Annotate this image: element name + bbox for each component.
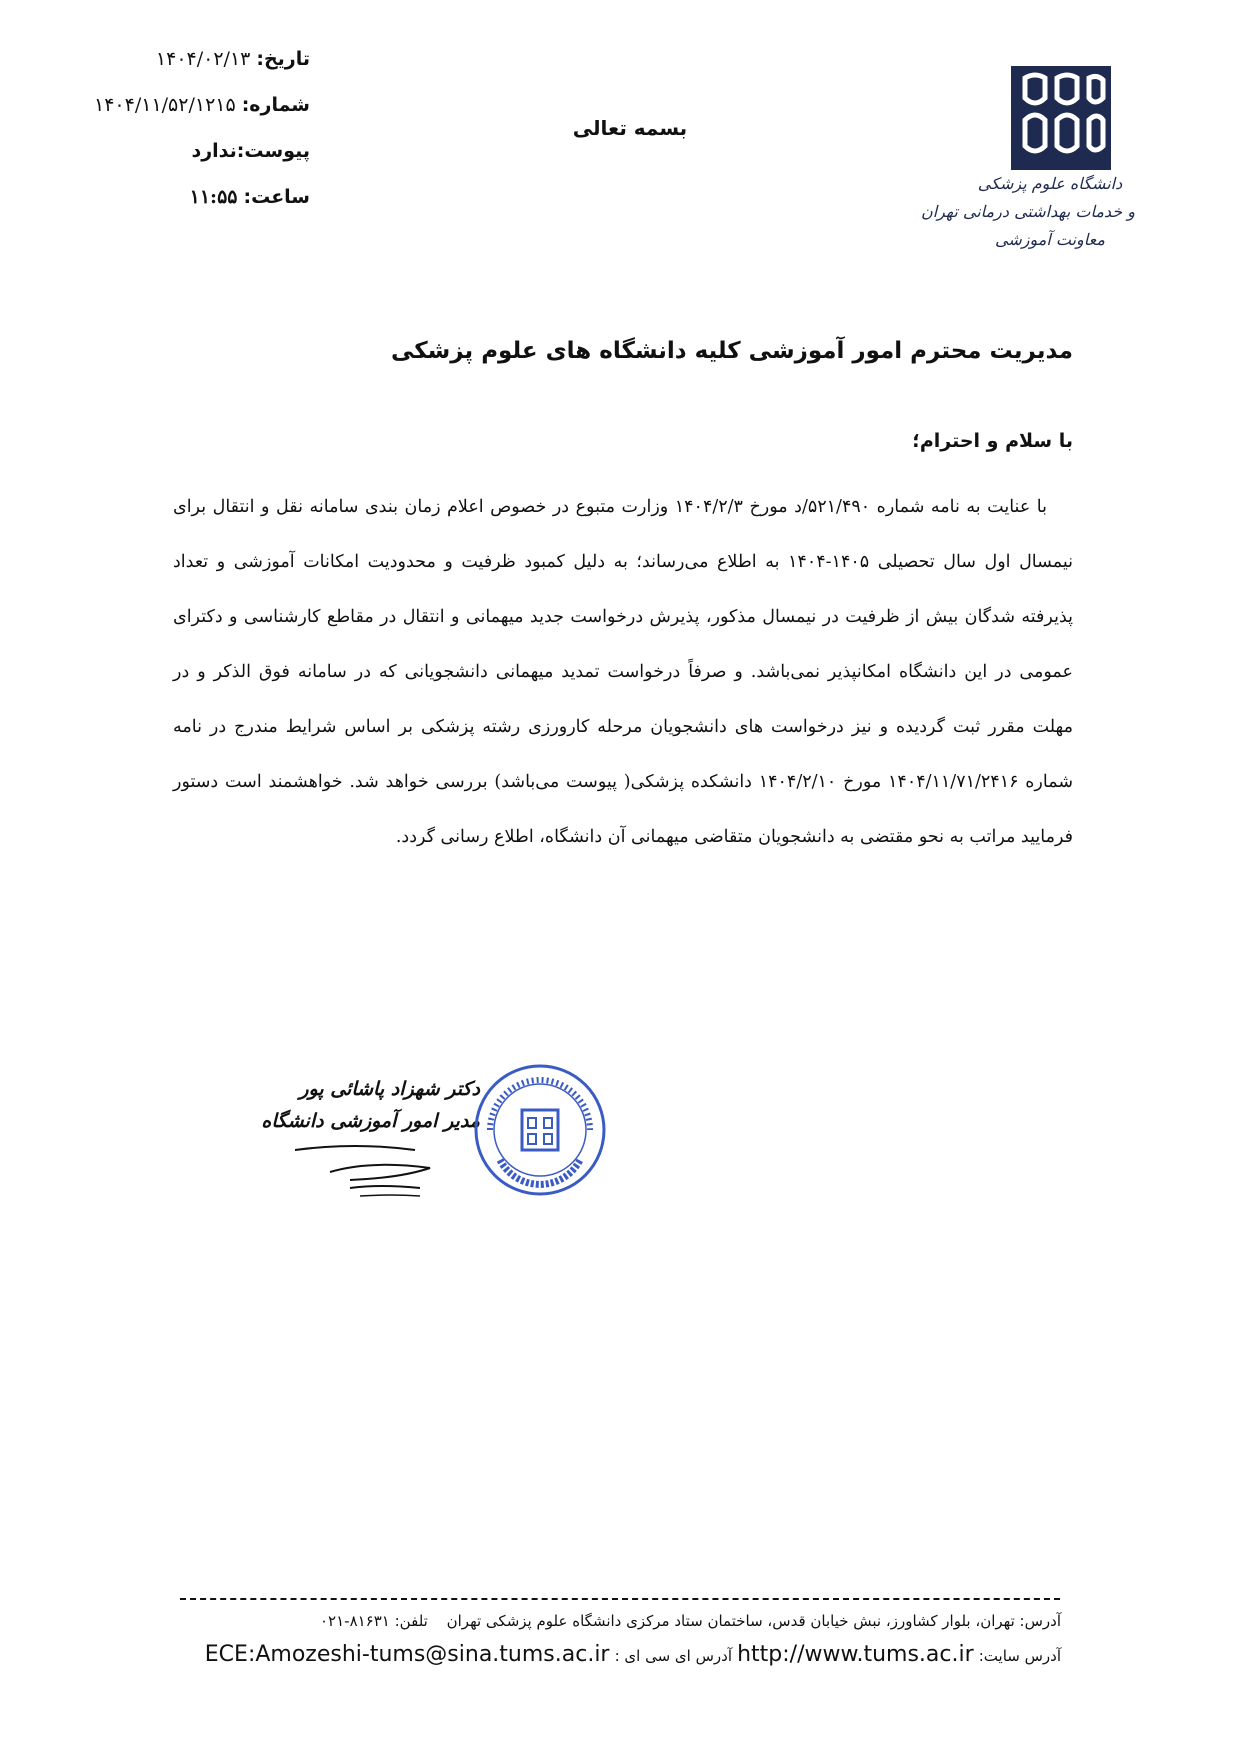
number-value: ۱۴۰۴/۱۱/۵۲/۱۲۱۵ xyxy=(94,94,236,116)
time-value: ۱۱:۵۵ xyxy=(189,186,238,208)
letter-greeting: با سلام و احترام؛ xyxy=(912,430,1073,452)
attachment-label: پیوست: xyxy=(236,140,310,162)
signature-scribble-icon xyxy=(290,1140,450,1210)
time-label: ساعت: xyxy=(243,186,310,208)
footer-ece-label: آدرس ای سی ای : xyxy=(614,1647,732,1665)
date-value: ۱۴۰۴/۰۲/۱۳ xyxy=(155,48,251,70)
number-row xyxy=(94,82,310,128)
letter-body xyxy=(173,480,1073,865)
logo-line-deputy: معاونت آموزشی xyxy=(995,230,1105,249)
footer-site-label: آدرس سایت: xyxy=(978,1647,1061,1665)
logo-caption xyxy=(920,170,1135,254)
footer-divider xyxy=(180,1598,1060,1600)
date-label: تاریخ: xyxy=(256,48,310,70)
signer-title: مدیر امور آموزشی دانشگاه xyxy=(261,1110,480,1132)
logo-line-university: دانشگاه علوم پزشکی xyxy=(977,174,1123,193)
signer-name: دکتر شهزاد پاشائی پور xyxy=(299,1078,480,1100)
university-logo xyxy=(920,60,1135,290)
letter-recipient: مدیریت محترم امور آموزشی کلیه دانشگاه های علوم پزشکی xyxy=(390,338,1073,364)
footer-web-line xyxy=(141,1642,1061,1667)
footer-address: آدرس: تهران، بلوار کشاورز، نبش خیابان قدس، ساختمان ستاد مرکزی دانشگاه علوم پزشکی تهران xyxy=(446,1612,1061,1630)
bismillah: بسمه تعالی xyxy=(572,116,688,140)
logo-line-services: و خدمات بهداشتی درمانی تهران xyxy=(920,202,1135,221)
signature-block xyxy=(261,1070,480,1200)
attachment-value: ندارد xyxy=(191,140,237,162)
date-row xyxy=(110,36,310,82)
attachment-row xyxy=(110,128,310,174)
time-row xyxy=(110,174,310,220)
number-label: شماره: xyxy=(241,94,310,116)
official-stamp-icon xyxy=(470,1060,610,1200)
logo-emblem-icon xyxy=(965,60,1135,170)
footer-phone: تلفن: ۸۱۶۳۱-۰۲۱ xyxy=(319,1612,428,1630)
letter-body-paragraph: با عنایت به نامه شماره ۵۲۱/۴۹۰/د مورخ ۱۴۰۴/۲/۳ وزارت متبوع در خصوص اعلام زمان بندی سامانه نقل و انتقال برای نیمسال اول سال تحصیلی ۱۴۰۵-۱۴۰۴ به اطلاع می‌رساند؛ به دلیل کمبود ظرفیت و محدودیت امکانات آموزشی و تعداد پذیرفته شدگان بیش از ظرفیت در نیمسال مذکور، پذیرش درخواست جدید میهمانی و انتقال در مقاطع کارشناسی و دکترای عمومی در این دانشگاه امکانپذیر نمی‌باشد. و صرفاً درخواست تمدید میهمانی دانشجویانی که در سامانه فوق الذکر و در مهلت مقرر ثبت گردیده و نیز درخواست های دانشجویان مرحله کارورزی رشته پزشکی بر اساس شرایط مندرج در نامه شماره ۱۴۰۴/۱۱/۷۱/۲۴۱۶ مورخ ۱۴۰۴/۲/۱۰ دانشکده پزشکی( پیوست می‌باشد) بررسی خواهد شد. خواهشمند است دستور فرمایید مراتب به نحو مقتضی به دانشجویان متقاضی میهمانی آن دانشگاه، اطلاع رسانی گردد. xyxy=(173,497,1073,847)
footer-site-link[interactable]: http://www.tums.ac.ir xyxy=(737,1642,974,1667)
footer-ece-link[interactable]: ECE:Amozeshi-tums@sina.tums.ac.ir xyxy=(204,1642,610,1667)
footer-address-line xyxy=(181,1612,1061,1630)
letter-meta xyxy=(94,36,310,220)
